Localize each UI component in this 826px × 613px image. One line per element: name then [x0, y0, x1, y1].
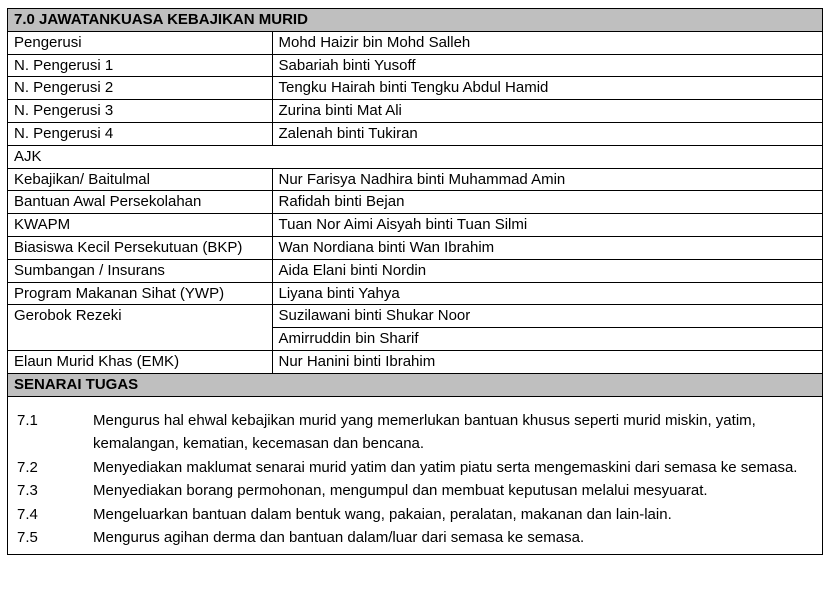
name-cell: Amirruddin bin Sharif: [272, 328, 822, 351]
task-text: Mengurus hal ehwal kebajikan murid yang memerlukan bantuan khusus seperti murid miskin, yatim, kemalangan, kematian, kecemasan dan bencana.: [93, 411, 756, 453]
role-cell: Program Makanan Sihat (YWP): [8, 282, 272, 305]
table-row: [8, 350, 822, 373]
table-row: [8, 31, 822, 54]
name-cell: Zalenah binti Tukiran: [272, 122, 822, 145]
name-cell: Tuan Nor Aimi Aisyah binti Tuan Silmi: [272, 214, 822, 237]
task-text: Mengurus agihan derma dan bantuan dalam/luar dari semasa ke semasa.: [93, 529, 585, 547]
role-cell: Sumbangan / Insurans: [8, 259, 272, 282]
role-cell: N. Pengerusi 2: [8, 77, 272, 100]
table-row: [8, 236, 822, 259]
name-cell: Sabariah binti Yusoff: [272, 54, 822, 77]
task-text: Menyediakan maklumat senarai murid yatim dan yatim piatu serta mengemaskini dari semasa ke semasa.: [93, 458, 798, 476]
committee-table: [8, 9, 822, 397]
task-item: [17, 456, 814, 480]
name-cell: Rafidah binti Bejan: [272, 191, 822, 214]
name-cell: Wan Nordiana binti Wan Ibrahim: [272, 236, 822, 259]
tugas-title-row: [8, 373, 822, 396]
role-cell: KWAPM: [8, 214, 272, 237]
table-row: [8, 282, 822, 305]
ajk-label: AJK: [8, 145, 822, 168]
role-cell: Bantuan Awal Persekolahan: [8, 191, 272, 214]
section-title: 7.0 JAWATANKUASA KEBAJIKAN MURID: [8, 9, 822, 31]
role-cell: Kebajikan/ Baitulmal: [8, 168, 272, 191]
role-cell: N. Pengerusi 3: [8, 100, 272, 123]
table-row: [8, 214, 822, 237]
role-cell: Biasiswa Kecil Persekutuan (BKP): [8, 236, 272, 259]
name-cell: Aida Elani binti Nordin: [272, 259, 822, 282]
task-item: [17, 526, 814, 550]
task-number: 7.5: [17, 529, 38, 547]
table-row: [8, 77, 822, 100]
task-number: 7.2: [17, 458, 38, 476]
task-number: 7.4: [17, 505, 38, 523]
table-row: [8, 100, 822, 123]
name-cell: Liyana binti Yahya: [272, 282, 822, 305]
table-row: [8, 122, 822, 145]
task-text: Mengeluarkan bantuan dalam bentuk wang, pakaian, peralatan, makanan dan lain-lain.: [93, 505, 672, 523]
table-row: [8, 259, 822, 282]
name-cell: Tengku Hairah binti Tengku Abdul Hamid: [272, 77, 822, 100]
task-item: [17, 503, 814, 527]
name-cell: Nur Farisya Nadhira binti Muhammad Amin: [272, 168, 822, 191]
task-number: 7.3: [17, 482, 38, 500]
name-cell: Nur Hanini binti Ibrahim: [272, 350, 822, 373]
name-cell: Mohd Haizir bin Mohd Salleh: [272, 31, 822, 54]
tugas-title: SENARAI TUGAS: [8, 373, 822, 396]
name-cell: Suzilawani binti Shukar Noor: [272, 305, 822, 328]
task-item: [17, 479, 814, 503]
role-cell: N. Pengerusi 4: [8, 122, 272, 145]
task-item: [17, 409, 814, 456]
task-number: 7.1: [17, 411, 38, 429]
table-row: [8, 54, 822, 77]
table-row: [8, 191, 822, 214]
name-cell: Zurina binti Mat Ali: [272, 100, 822, 123]
committee-document: [7, 8, 823, 555]
role-cell: Gerobok Rezeki: [8, 305, 272, 351]
task-list: [8, 397, 822, 554]
ajk-label-row: [8, 145, 822, 168]
role-cell: Pengerusi: [8, 31, 272, 54]
role-cell: N. Pengerusi 1: [8, 54, 272, 77]
task-text: Menyediakan borang permohonan, mengumpul dan membuat keputusan melalui mesyuarat.: [93, 482, 708, 500]
table-row: [8, 305, 822, 328]
role-cell: Elaun Murid Khas (EMK): [8, 350, 272, 373]
table-row: [8, 168, 822, 191]
section-title-row: [8, 9, 822, 31]
